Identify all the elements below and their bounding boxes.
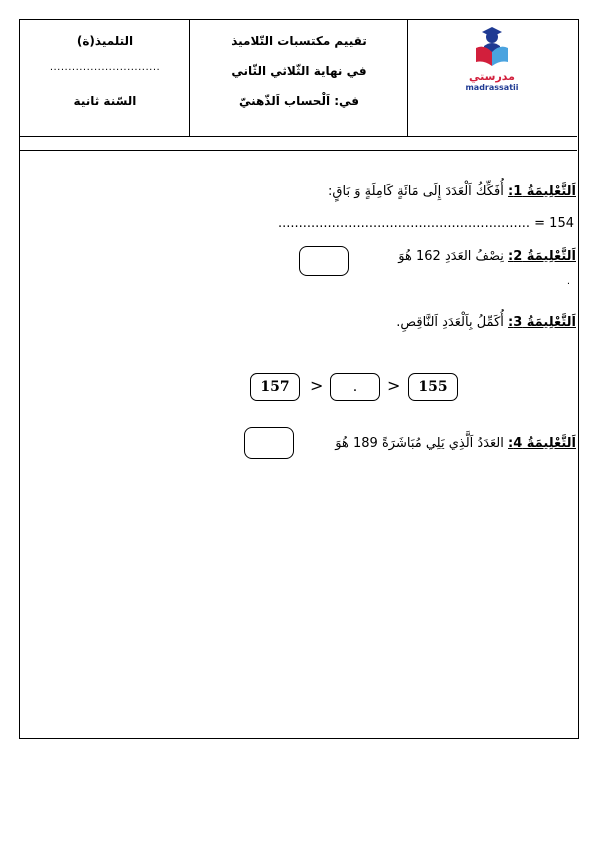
header-divider [20,136,577,137]
exercise-4-label: اَلتَّعْلِيمَةُ 4: [508,436,576,451]
exercise-2 [346,249,576,264]
student-name-field[interactable]: .............................. [49,62,161,73]
greater-than-2: > [387,376,401,395]
title-line-2: في نهاية الثّلاثي الثّاني [231,64,367,78]
exercise-1-text: أُفَكِّكُ اَلْعَدَدَ إِلَى مَائَةٍ كَامِلَةٍ وَ بَاقٍ: [328,184,509,199]
header-divider-lower [20,150,577,151]
exercise-1-label: اَلتَّعْلِيمَةُ 1: [508,184,576,199]
sequence-box-left: 157 [250,373,300,401]
exercise-2-text: نِصْفُ العَدَدِ 162 هُوَ [398,249,509,264]
sequence-box-right: 155 [408,373,458,401]
exercise-4 [286,436,576,451]
exercise-4-answer-box[interactable] [244,427,294,459]
logo-latin-text: madrassatii [465,83,519,92]
exercise-2-answer-box[interactable] [299,246,349,276]
madrassati-logo-icon [470,26,514,70]
title-line-3: في: اَلْحساب اَلذّهنيّ [238,94,360,108]
exercise-3-text: أُكَمِّلُ بِاَلْعَدَدِ اَلنَّاقِصِ. [396,315,509,330]
sequence-box-missing[interactable]: . [330,373,380,401]
exercise-2-label: اَلتَّعْلِيمَةُ 2: [508,249,576,264]
header [20,20,577,136]
student-label: التلميذ(ة) [76,34,134,48]
exercise-3 [56,315,576,330]
logo-arabic-text: مدرستي [469,70,515,83]
exercise-4-text: العَدَدُ اَلَّذِي يَلِي مُبَاشَرَةً 189 هُوَ [335,436,509,451]
exercise-3-label: اَلتَّعْلِيمَةُ 3: [508,315,576,330]
title-line-1: تقييم مكتسبات التّلاميذ [231,34,367,48]
logo-cell [408,20,577,136]
student-info-cell [20,20,190,136]
greater-than-1: > [310,376,324,395]
exercise-1-answer-line[interactable]: ............................................................. = 154 [277,216,574,231]
exercise-2-dot: . [566,276,570,287]
class-level: السّنة ثانية [73,94,137,108]
exercise-1 [56,184,576,199]
title-cell [190,20,408,136]
worksheet-frame [19,19,579,739]
